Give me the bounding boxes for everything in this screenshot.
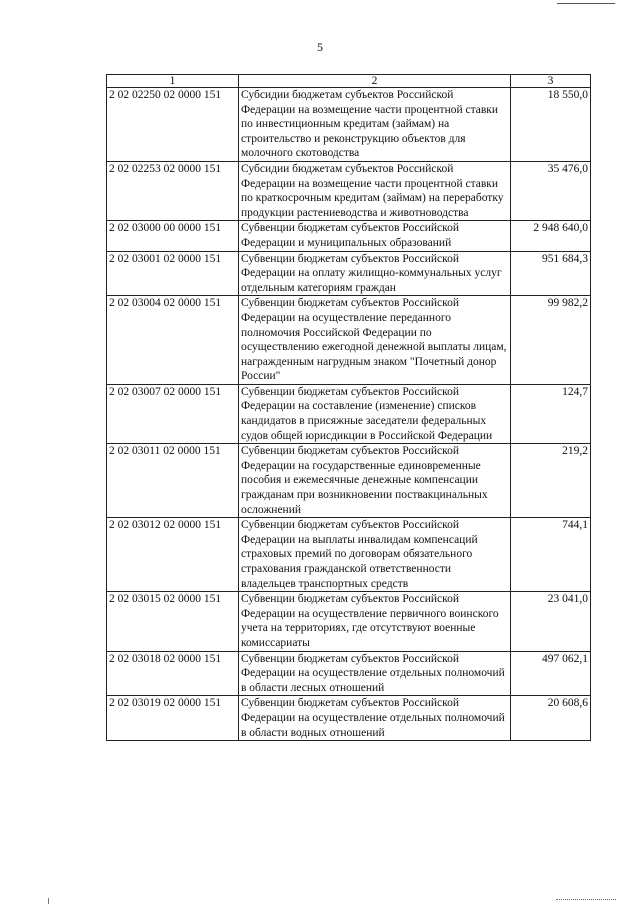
- row-amount: 951 684,3: [511, 251, 591, 296]
- row-code: 2 02 03011 02 0000 151: [107, 444, 239, 518]
- row-description: Субсидии бюджетам субъектов Российской Федерации на возмещение части процентной ставки по инвестиционным кредитам (займам) на строительство и реконструкцию объектов для молочного скотоводства: [239, 88, 511, 162]
- table-row: [107, 161, 591, 220]
- row-code: 2 02 03015 02 0000 151: [107, 592, 239, 651]
- row-amount: 497 062,1: [511, 651, 591, 696]
- row-code: 2 02 03004 02 0000 151: [107, 296, 239, 385]
- row-code: 2 02 03007 02 0000 151: [107, 384, 239, 443]
- row-amount: 18 550,0: [511, 88, 591, 162]
- scan-edge-mark-left: [48, 898, 49, 904]
- column-header-description: 2: [239, 75, 511, 88]
- row-description: Субвенции бюджетам субъектов Российской Федерации на осуществление переданного полномочия Российской Федерации по осуществлению ежегодной денежной выплаты лицам, награжденным нагрудным знаком "Почетный донор России": [239, 296, 511, 385]
- row-code: 2 02 03000 00 0000 151: [107, 221, 239, 251]
- table-row: [107, 651, 591, 696]
- column-header-code: 1: [107, 75, 239, 88]
- page-number: 5: [317, 40, 323, 54]
- row-code: 2 02 03019 02 0000 151: [107, 696, 239, 741]
- row-amount: 99 982,2: [511, 296, 591, 385]
- row-code: 2 02 03018 02 0000 151: [107, 651, 239, 696]
- row-amount: 23 041,0: [511, 592, 591, 651]
- table-row: [107, 221, 591, 251]
- row-amount: 124,7: [511, 384, 591, 443]
- table-row: [107, 384, 591, 443]
- row-amount: 35 476,0: [511, 161, 591, 220]
- row-code: 2 02 03001 02 0000 151: [107, 251, 239, 296]
- table-row: [107, 88, 591, 162]
- row-description: Субвенции бюджетам субъектов Российской Федерации на оплату жилищно-коммунальных услуг отдельным категориям граждан: [239, 251, 511, 296]
- table-row: [107, 696, 591, 741]
- scan-edge-mark-bottom: [556, 899, 616, 902]
- row-amount: 219,2: [511, 444, 591, 518]
- row-amount: 2 948 640,0: [511, 221, 591, 251]
- row-code: 2 02 03012 02 0000 151: [107, 518, 239, 592]
- table-row: [107, 444, 591, 518]
- column-header-amount: 3: [511, 75, 591, 88]
- table-row: [107, 592, 591, 651]
- row-description: Субвенции бюджетам субъектов Российской Федерации на государственные единовременные пособия и ежемесячные денежные компенсации гражданам при возникновении поствакцинальных осложнений: [239, 444, 511, 518]
- row-description: Субвенции бюджетам субъектов Российской Федерации на осуществление отдельных полномочий в области водных отношений: [239, 696, 511, 741]
- row-description: Субвенции бюджетам субъектов Российской Федерации на выплаты инвалидам компенсаций страховых премий по договорам обязательного страхования гражданской ответственности владельцев транспортных средств: [239, 518, 511, 592]
- row-amount: 744,1: [511, 518, 591, 592]
- table-header-row: [107, 75, 591, 88]
- table-row: [107, 251, 591, 296]
- row-description: Субвенции бюджетам субъектов Российской Федерации и муниципальных образований: [239, 221, 511, 251]
- table-row: [107, 296, 591, 385]
- budget-table: [106, 74, 591, 741]
- row-description: Субвенции бюджетам субъектов Российской Федерации на осуществление первичного воинского учета на территориях, где отсутствуют военные комиссариаты: [239, 592, 511, 651]
- top-scan-rule: [557, 3, 615, 4]
- row-description: Субвенции бюджетам субъектов Российской Федерации на составление (изменение) списков кандидатов в присяжные заседатели федеральных судов общей юрисдикции в Российской Федерации: [239, 384, 511, 443]
- row-code: 2 02 02253 02 0000 151: [107, 161, 239, 220]
- row-amount: 20 608,6: [511, 696, 591, 741]
- row-description: Субвенции бюджетам субъектов Российской Федерации на осуществление отдельных полномочий в области лесных отношений: [239, 651, 511, 696]
- row-description: Субсидии бюджетам субъектов Российской Федерации на возмещение части процентной ставки по краткосрочным кредитам (займам) на переработку продукции растениеводства и животноводства: [239, 161, 511, 220]
- table-row: [107, 518, 591, 592]
- row-code: 2 02 02250 02 0000 151: [107, 88, 239, 162]
